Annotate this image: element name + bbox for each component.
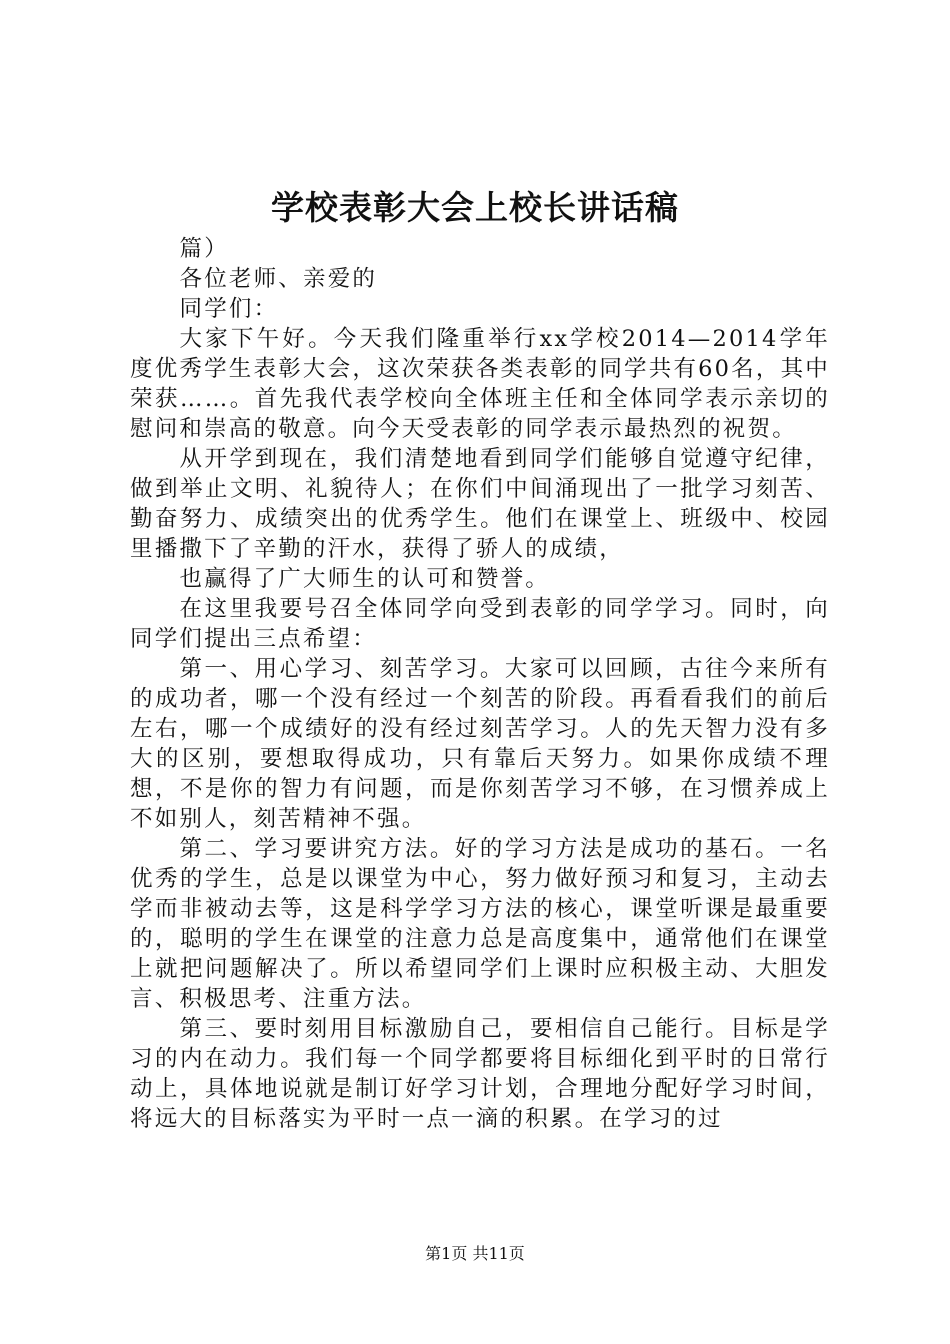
paragraph: 第二、学习要讲究方法。好的学习方法是成功的基石。一名优秀的学生，总是以课堂为中心，努力做好预习和复习，主动去学而非被动去等，这是科学学习方法的核心，课堂听课是最重要的，聪明的学生在课堂的注意力总是高度集中，通常他们在课堂上就把问题解决了。所以希望同学们上课时应积极主动、大胆发言、积极思考、注重方法。 <box>130 836 830 1012</box>
paragraph: 各位老师、亲爱的 <box>179 266 378 292</box>
page-number-footer: 第1页 共11页 <box>425 1244 525 1263</box>
paragraph: 从开学到现在，我们清楚地看到同学们能够自觉遵守纪律，做到举止文明、礼貌待人；在你们中间涌现出了一批学习刻苦、勤奋努力、成绩突出的优秀学生。他们在课堂上、班级中、校园里播撒下了辛勤的汗水，获得了骄人的成绩， <box>130 446 830 562</box>
document-title: 学校表彰大会上校长讲话稿 <box>271 188 679 227</box>
paragraph: 同学们： <box>179 296 279 322</box>
paragraph: 篇） <box>179 236 229 262</box>
paragraph: 也赢得了广大师生的认可和赞誉。 <box>179 566 551 592</box>
document-body <box>130 234 830 1134</box>
paragraph: 第三、要时刻用目标激励自己，要相信自己能行。目标是学习的内在动力。我们每一个同学都要将目标细化到平时的日常行动上，具体地说就是制订好学习计划，合理地分配好学习时间，将远大的目标落实为平时一点一滴的积累。在学习的过 <box>130 1016 830 1132</box>
paragraph: 大家下午好。今天我们隆重举行xx学校2014—2014学年度优秀学生表彰大会，这次荣获各类表彰的同学共有60名，其中荣获……。首先我代表学校向全体班主任和全体同学表示亲切的慰问和崇高的敬意。向今天受表彰的同学表示最热烈的祝贺。 <box>130 326 830 442</box>
paragraph: 在这里我要号召全体同学向受到表彰的同学学习。同时，向同学们提出三点希望： <box>130 596 830 652</box>
paragraph: 第一、用心学习、刻苦学习。大家可以回顾，古往今来所有的成功者，哪一个没有经过一个刻苦的阶段。再看看我们的前后左右，哪一个成绩好的没有经过刻苦学习。人的先天智力没有多大的区别，要想取得成功，只有靠后天努力。如果你成绩不理想，不是你的智力有问题，而是你刻苦学习不够，在习惯养成上不如别人，刻苦精神不强。 <box>130 656 830 832</box>
